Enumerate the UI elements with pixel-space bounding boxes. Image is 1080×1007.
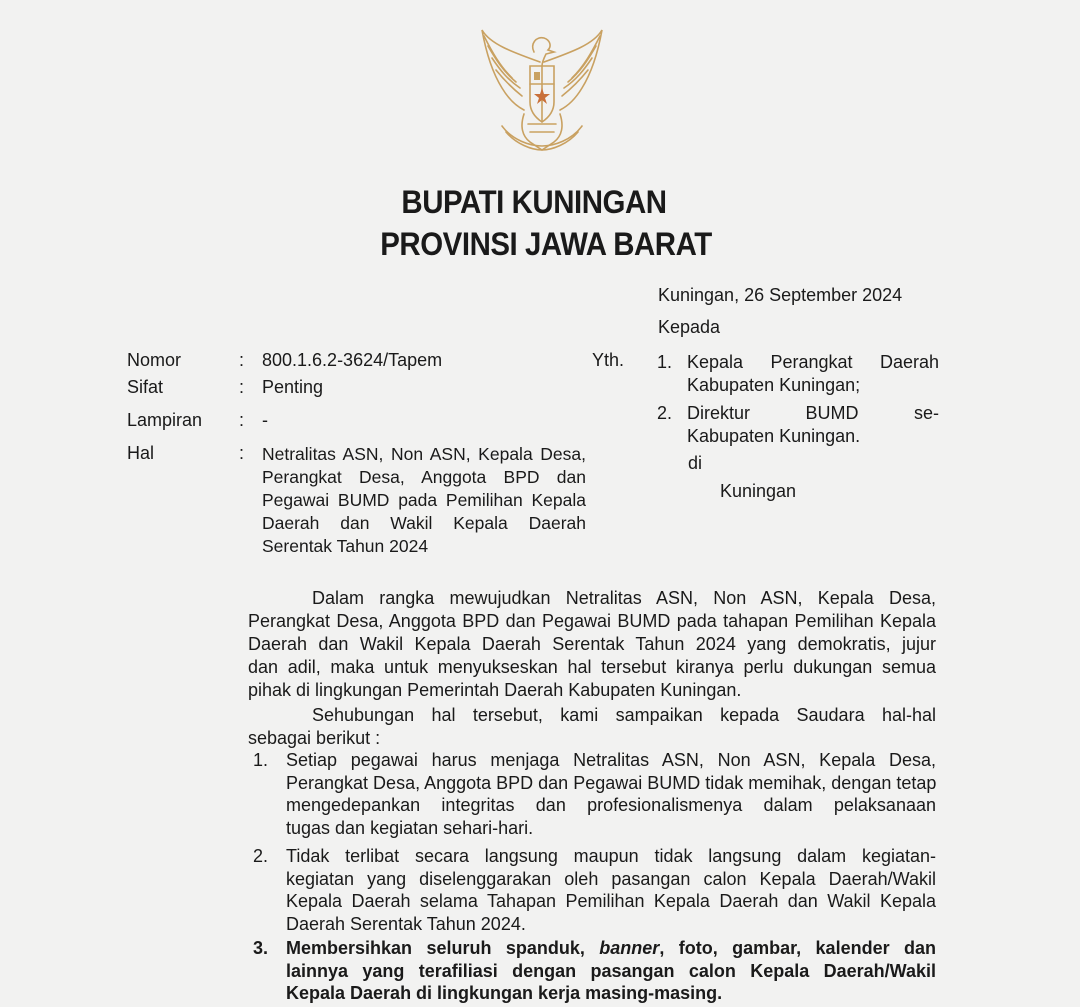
- paragraph-line: pihak di lingkungan Pemerintah Daerah Kabupaten Kuningan.: [248, 680, 742, 700]
- list-text: [286, 749, 936, 839]
- kepada-label: Kepada: [658, 317, 721, 337]
- hal-line: Netralitas ASN, Non ASN, Kepala Desa,: [262, 444, 586, 464]
- recipient-line: Kabupaten Kuningan.: [687, 426, 861, 446]
- list-line: mengedepankan integritas dan profesionalismenya dalam pelaksanaan: [286, 795, 936, 815]
- colon: :: [239, 350, 245, 370]
- list-line: Tidak terlibat secara langsung maupun tidak langsung dalam kegiatan-: [286, 846, 936, 866]
- yth-label: Yth.: [592, 350, 625, 370]
- list-number: 1.: [253, 750, 269, 770]
- di-label: di: [688, 453, 703, 473]
- list-text: [286, 937, 936, 1005]
- heading-provinsi: PROVINSI JAWA BARAT: [380, 226, 712, 262]
- nomor-value: 800.1.6.2-3624/Tapem: [262, 350, 443, 370]
- list-line: Perangkat Desa, Anggota BPD dan Pegawai BUMD tidak memihak, dengan tetap: [286, 772, 937, 793]
- recipient-number: 2.: [657, 403, 673, 423]
- nomor-label: Nomor: [127, 350, 182, 370]
- paragraph-line: dan adil, maka untuk menyukseskan hal tersebut kiranya perlu dukungan semua: [248, 657, 936, 677]
- list-line: Kepala Daerah di lingkungan kerja masing-masing.: [286, 983, 723, 1003]
- place-label: Kuningan: [720, 481, 797, 501]
- list-line: Membersihkan seluruh spanduk, banner, foto, gambar, kalender dan: [286, 938, 936, 958]
- hal-value: [262, 443, 586, 558]
- recipient-text: [687, 351, 939, 397]
- list-number: 2.: [253, 846, 269, 866]
- list-line: Kepala Daerah selama Tahapan Pemilihan Kepala Daerah dan Wakil Kepala: [286, 891, 936, 911]
- paragraph-line: Sehubungan hal tersebut, kami sampaikan kepada Saudara hal-hal: [312, 705, 936, 725]
- lampiran-value: -: [262, 410, 268, 430]
- garuda-pancasila-emblem-icon: [472, 22, 612, 158]
- colon: :: [239, 410, 245, 430]
- list-line: tugas dan kegiatan sehari-hari.: [286, 817, 534, 838]
- list-line: Setiap pegawai harus menjaga Netralitas ASN, Non ASN, Kepala Desa,: [286, 750, 936, 770]
- heading-bupati: BUPATI KUNINGAN: [401, 184, 667, 220]
- recipient-number: 1.: [657, 352, 673, 372]
- letter-date: Kuningan, 26 September 2024: [658, 285, 903, 305]
- hal-line: Pegawai BUMD pada Pemilihan Kepala: [262, 490, 586, 510]
- hal-line: Daerah dan Wakil Kepala Daerah: [262, 513, 586, 533]
- sifat-value: Penting: [262, 377, 324, 397]
- hal-line: Serentak Tahun 2024: [262, 536, 429, 556]
- recipient-line: Kepala Perangkat Daerah: [687, 352, 939, 372]
- list-line: kegiatan yang diselenggarakan oleh pasangan calon Kepala Daerah/Wakil: [286, 868, 936, 889]
- paragraph-sehubungan: [248, 704, 936, 750]
- recipient-line: Kabupaten Kuningan;: [687, 375, 861, 395]
- list-line: lainnya yang terafiliasi dengan pasangan calon Kepala Daerah/Wakil: [286, 960, 936, 981]
- colon: :: [239, 377, 245, 397]
- sifat-label: Sifat: [127, 377, 164, 397]
- list-text: [286, 845, 936, 935]
- paragraph-line: Perangkat Desa, Anggota BPD dan Pegawai BUMD pada tahapan Pemilihan Kepala: [248, 611, 936, 631]
- paragraph-line: sebagai berikut :: [248, 728, 381, 748]
- colon: :: [239, 443, 245, 463]
- recipient-text: [687, 402, 939, 448]
- hal-line: Perangkat Desa, Anggota BPD dan: [262, 467, 586, 487]
- lampiran-label: Lampiran: [127, 410, 203, 430]
- list-number: 3.: [253, 938, 269, 958]
- recipient-line: Direktur BUMD se-: [687, 403, 939, 423]
- banner-emphasis: banner: [599, 938, 660, 958]
- paragraph-intro: [248, 587, 936, 702]
- paragraph-line: Daerah dan Wakil Kepala Daerah Serentak Tahun 2024 yang demokratis, jujur: [248, 634, 936, 654]
- list-line: Daerah Serentak Tahun 2024.: [286, 913, 526, 934]
- paragraph-line: Dalam rangka mewujudkan Netralitas ASN, Non ASN, Kepala Desa,: [312, 588, 936, 608]
- hal-label: Hal: [127, 443, 155, 463]
